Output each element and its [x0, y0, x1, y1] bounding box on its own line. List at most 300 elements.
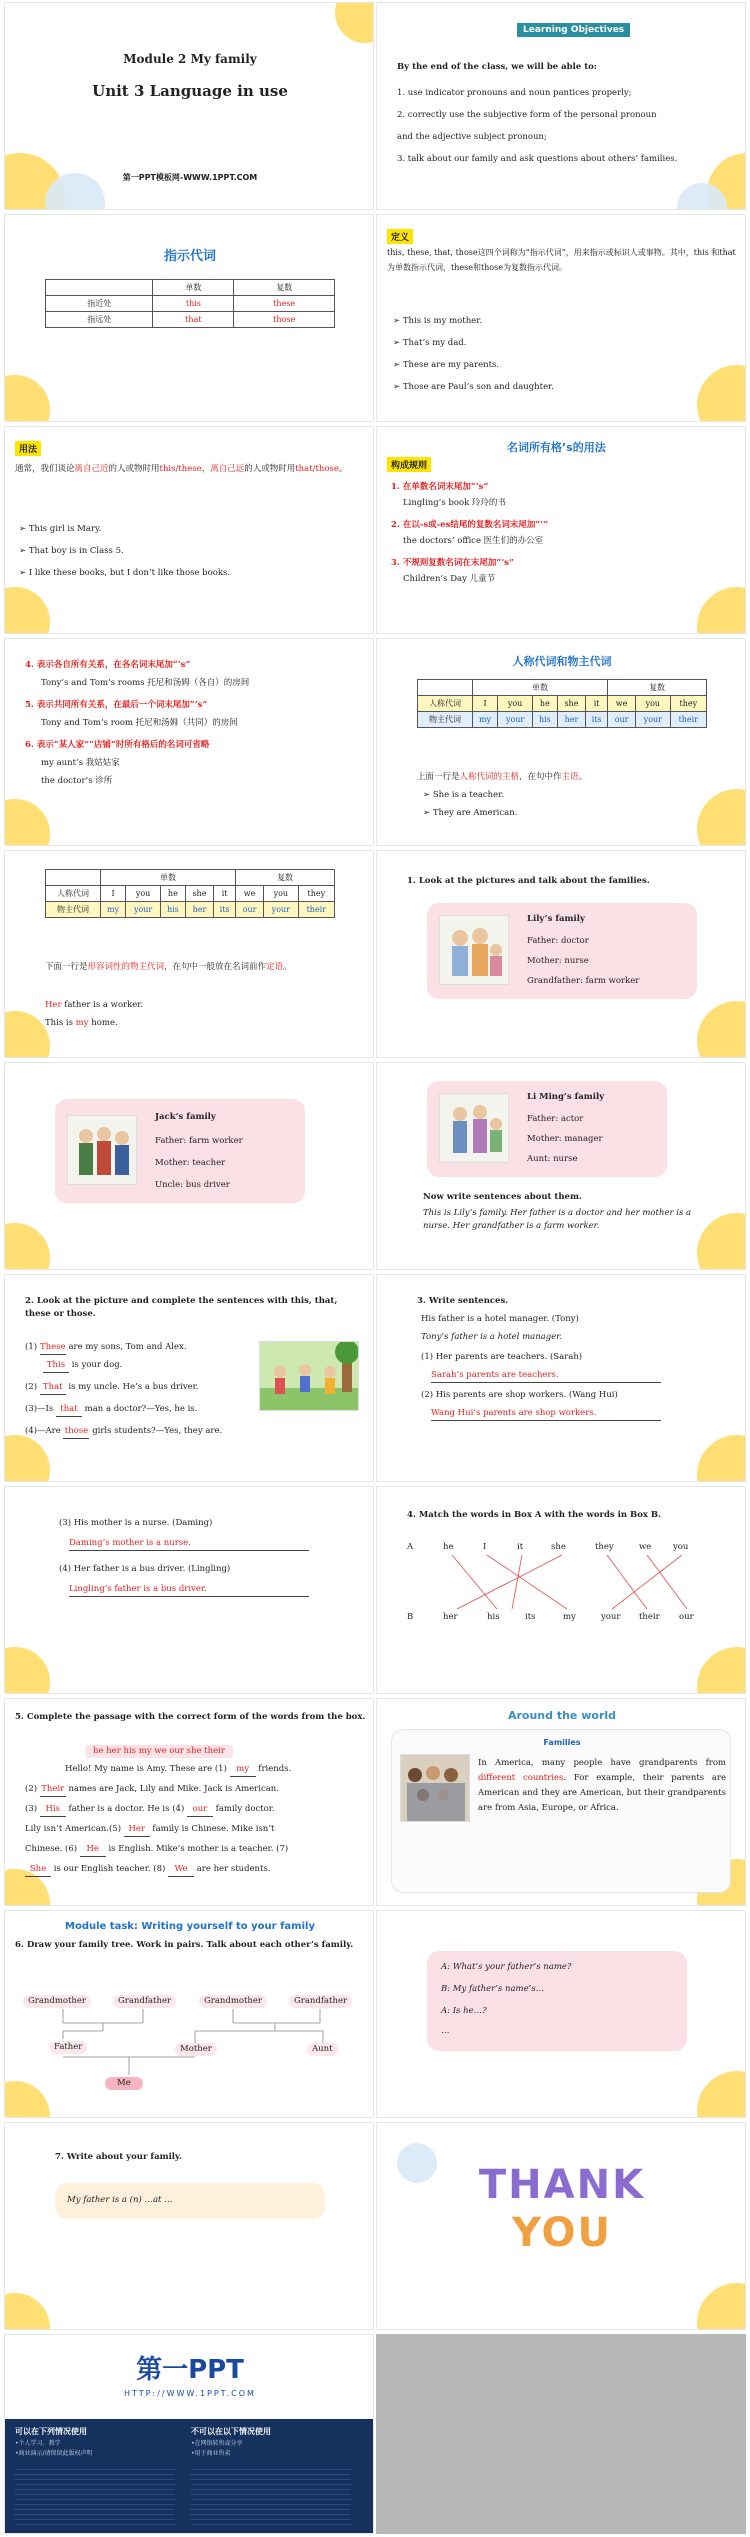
rule-2-example: the doctors’ office 医生们的办公室 — [403, 536, 544, 546]
text-run: (2) — [25, 1382, 38, 1392]
text-run: Her — [45, 1000, 62, 1010]
row-header: 物主代词 — [46, 902, 101, 918]
card-line: Aunt: nurse — [527, 1154, 578, 1164]
dialogue-line: A: Is he…? — [441, 2006, 487, 2016]
card-line: Mother: teacher — [155, 1158, 226, 1168]
text-run: family doctor. — [215, 1804, 275, 1814]
objective-item: 3. talk about our family and ask questions about others’ families. — [397, 154, 678, 164]
footer-note: •在网络转售或分享 — [191, 2440, 243, 2447]
slide-lily-family — [376, 850, 746, 1058]
text-run: . For example, their parents are American and they are American, but their grandparents are from Asia, Europe, or Africa. — [478, 1773, 726, 1813]
answer-blank[interactable]: We — [168, 1863, 194, 1877]
question: (1) Her parents are teachers. (Sarah) — [421, 1352, 583, 1362]
slide-write — [4, 2122, 374, 2330]
card-line: Father: farm worker — [155, 1136, 243, 1146]
pronouns-table — [45, 869, 335, 918]
decor-circle — [697, 1435, 746, 1482]
example-text: This girl is Mary. — [28, 524, 102, 534]
table-cell: 指近处 — [46, 296, 153, 312]
rule-6: 6. 表示“某人家”“店铺”时所有格后的名词可省略 — [25, 740, 210, 750]
exercise-title: 1. Look at the pictures and talk about the families. — [407, 876, 650, 886]
text-run: home. — [88, 1018, 118, 1028]
exercise-title: 3. Write sentences. — [417, 1296, 509, 1306]
example-item: ➢ That’s my dad. — [393, 338, 467, 348]
slide-thank-you — [376, 2122, 746, 2330]
table-cell — [46, 870, 101, 886]
box-b-word[interactable]: my — [563, 1612, 576, 1622]
pronouns-table — [417, 679, 707, 728]
rules-tag: 构成规则 — [387, 457, 431, 472]
slide-objectives — [376, 2, 746, 210]
slide-liming-family — [376, 1062, 746, 1270]
reading-card — [391, 1729, 731, 1893]
text-run: 。 — [283, 962, 292, 972]
tree-node: Grandfather — [289, 1995, 352, 2008]
tree-node: Mother — [175, 2043, 217, 2056]
slide-definition — [376, 214, 746, 422]
text-run: In America, many people have grandparents from — [478, 1758, 726, 1768]
example-sentence — [45, 1017, 118, 1030]
table-cell: its — [586, 712, 608, 728]
slide-pronouns-table — [376, 638, 746, 846]
text-run: Chinese. (6) — [25, 1844, 78, 1854]
footer-note: •个人学习、教学 — [15, 2440, 61, 2447]
family-illustration-icon — [440, 1094, 509, 1163]
box-b-word[interactable]: her — [443, 1612, 458, 1622]
table-cell: it — [214, 886, 236, 902]
table-cell: we — [608, 696, 636, 712]
family-card — [427, 903, 697, 999]
example-sentence — [45, 999, 143, 1012]
box-b-word[interactable]: his — [487, 1612, 500, 1622]
example-text: These are my parents. — [402, 360, 500, 370]
text-run: 定语 — [266, 962, 284, 972]
text-run: This is — [45, 1018, 76, 1028]
module-title: Module 2 My family — [123, 52, 257, 66]
sentence-4 — [25, 1425, 222, 1439]
table-cell: that — [153, 312, 234, 328]
rule-6-example: my aunt’s 我姑姑家 — [41, 758, 120, 768]
card-line: Mother: nurse — [527, 956, 589, 966]
passage-line: (2) Their names are Jack, Lily and Mike. Jack is American. — [25, 1783, 279, 1797]
family-card — [55, 1099, 305, 1203]
text-run: ， — [201, 464, 211, 474]
dialogue-line: A: What’s your father’s name? — [441, 1962, 572, 1972]
text-run: is our English teacher. (8) — [53, 1864, 166, 1874]
text-run: 通常，我们谈论 — [15, 464, 75, 474]
table-cell: their — [670, 712, 706, 728]
text-run: (1) — [25, 1342, 38, 1352]
rule-2: 2. 在以-s或-es结尾的复数名词末尾加“’” — [391, 520, 549, 530]
tree-node-me: Me — [105, 2077, 143, 2090]
answer-blank[interactable]: that — [56, 1403, 82, 1417]
table-header — [46, 280, 153, 296]
text-run: 人称代词的主格 — [459, 772, 520, 782]
text-run: different countries — [478, 1773, 564, 1783]
text-run: father is a doctor. He is (4) — [68, 1804, 185, 1814]
box-a-word[interactable]: you — [673, 1542, 689, 1552]
text-run: father is a worker. — [61, 1000, 144, 1010]
text-run: this/these — [159, 464, 202, 474]
decor-circle — [697, 2071, 746, 2118]
table-cell: you — [498, 696, 533, 712]
slide-heading: Module task: Writing yourself to your family — [65, 1921, 315, 1932]
box-a-word[interactable]: he — [443, 1542, 454, 1552]
matching-lines — [377, 1487, 746, 1694]
example-item: ➢ That boy is in Class 5. — [19, 546, 124, 556]
table-cell: my — [100, 902, 125, 918]
slide-exercise-5 — [4, 1698, 374, 1906]
slide-title — [4, 2, 374, 210]
card-title: Lily’s family — [527, 914, 585, 924]
rule-5: 5. 表示共同所有关系，在最后一个词末尾加“’s” — [25, 700, 208, 710]
card-line: Father: actor — [527, 1114, 584, 1124]
rule-5-example: Tony and Tom’s room 托尼和汤姆（共同）的房间 — [41, 718, 238, 728]
answer-blank[interactable]: She — [25, 1863, 51, 1877]
table-cell: his — [160, 902, 185, 918]
table-cell: our — [236, 902, 264, 918]
text-run: man a doctor?—Yes, he is. — [84, 1404, 198, 1414]
text-run: 。 — [338, 464, 348, 474]
table-cell: you — [636, 696, 671, 712]
sentence-2 — [25, 1381, 199, 1395]
footer-link-list — [191, 2465, 351, 2525]
example-item: ➢ They are American. — [423, 808, 518, 818]
decor-circle — [697, 789, 746, 846]
box-b-label: B — [407, 1612, 414, 1622]
exercise-title: 2. Look at the picture and complete the sentences with this, that, these or those. — [25, 1296, 338, 1319]
answer[interactable]: Sarah’s parents are teachers. — [431, 1369, 661, 1383]
card-line: Grandfather: farm worker — [527, 976, 640, 986]
text-run: names are Jack, Lily and Mike. Jack is American. — [68, 1784, 279, 1794]
table-cell — [418, 680, 473, 696]
example-text: That boy is in Class 5. — [28, 546, 124, 556]
text-run: Lily isn’t American.(5) — [25, 1824, 122, 1834]
answer-blank[interactable]: my — [230, 1763, 256, 1777]
text-run: 离自己远 — [210, 464, 245, 474]
table-cell: we — [236, 886, 264, 902]
decor-circle — [4, 1223, 50, 1270]
passage-line — [65, 1763, 291, 1777]
answer-blank[interactable]: Their — [40, 1783, 66, 1797]
slide-heading: 人称代词和物主代词 — [512, 655, 612, 668]
row-header: 物主代词 — [418, 712, 473, 728]
definition-tag: 定义 — [387, 229, 413, 244]
text-run: Hello! My name is Amy. These are (1) — [65, 1764, 227, 1774]
objective-item: and the adjective subject pronoun; — [397, 132, 547, 142]
example-text: That’s my dad. — [402, 338, 467, 348]
pronoun-note — [417, 771, 587, 784]
answer-blank[interactable]: He — [80, 1843, 106, 1857]
table-header: 单数 — [100, 870, 235, 886]
footer-note: •用于商业售卖 — [191, 2450, 231, 2457]
table-cell: this — [153, 296, 234, 312]
table-cell: my — [472, 712, 497, 728]
table-cell: our — [608, 712, 636, 728]
writing-box[interactable] — [55, 2183, 325, 2219]
decor-circle — [335, 2, 374, 43]
family-photo — [67, 1115, 137, 1185]
dialogue-line: B: My father’s name’s… — [441, 1984, 545, 1994]
decor-circle — [697, 587, 746, 634]
example-paragraph: This is Lily’s family. Her father is a doctor and her mother is a nurse. Her grandfather is a farm worker. — [423, 1208, 692, 1231]
slide-jack-family — [4, 1062, 374, 1270]
definition-text: this, these, that, those这四个词称为“指示代词”，用来指示或标识人或事物。其中，this 和that 为单数指示代词，these和those为复数指示代词。 — [387, 248, 736, 272]
passage-line — [25, 1823, 274, 1837]
empty-area — [376, 2334, 746, 2534]
table-cell: those — [234, 312, 335, 328]
decor-circle — [697, 1001, 746, 1058]
text-run: that/those — [295, 464, 339, 474]
family-photo — [400, 1754, 470, 1822]
text-run: 。 — [578, 772, 588, 782]
rule-3: 3. 不规则复数名词在末尾加“’s” — [391, 558, 514, 568]
slide-footer-brand — [4, 2334, 374, 2534]
table-cell: I — [472, 696, 497, 712]
box-a-word[interactable]: they — [595, 1542, 614, 1552]
text-run: 形容词性的物主代词 — [87, 962, 165, 972]
usage-text — [15, 461, 365, 477]
tree-node: Grandfather — [113, 1995, 176, 2008]
text-run: 主语 — [561, 772, 579, 782]
passage-line — [25, 1803, 275, 1817]
text-run: 离自己近 — [74, 464, 109, 474]
slide-around-world — [376, 1698, 746, 1906]
example-item: ➢ This girl is Mary. — [19, 524, 102, 534]
rule-1-example: Lingling’s book 玲玲的书 — [403, 498, 506, 508]
example-item: ➢ This is my mother. — [393, 316, 483, 326]
decor-circle — [697, 365, 746, 422]
pronoun-note — [45, 961, 335, 974]
answer[interactable]: Daming’s mother is a nurse. — [69, 1537, 309, 1551]
table-header: 复数 — [236, 870, 335, 886]
brand-url: HTTP://WWW.1PPT.COM — [124, 2389, 256, 2398]
example-text: They are American. — [432, 808, 518, 818]
dialogue-line: … — [441, 2026, 450, 2036]
dialogue-card — [427, 1951, 687, 2051]
writing-prompt: My father is a (n) …at … — [67, 2195, 173, 2205]
table-cell: she — [557, 696, 585, 712]
table-cell: you — [264, 886, 299, 902]
example-text: She is a teacher. — [432, 790, 505, 800]
footer-band — [5, 2419, 374, 2534]
you-text: YOU — [511, 2210, 613, 2256]
usage-tag: 用法 — [15, 441, 41, 456]
sentence-3 — [25, 1403, 197, 1417]
example-text: This is my mother. — [402, 316, 483, 326]
rule-3-example: Children’s Day 儿童节 — [403, 574, 496, 584]
table-cell: she — [185, 886, 213, 902]
exercise-title: 7. Write about your family. — [55, 2152, 182, 2162]
slide-family-tree — [4, 1910, 374, 2118]
example-item: ➢ These are my parents. — [393, 360, 500, 370]
slide-demonstratives-table — [4, 214, 374, 422]
tree-node: Father — [49, 2041, 87, 2054]
text-run: girls students?—Yes, they are. — [92, 1426, 223, 1436]
objective-item: 1. use indicator pronouns and noun pantices properly; — [397, 88, 632, 98]
slide-exercise-3b — [4, 1486, 374, 1694]
table-cell: her — [185, 902, 213, 918]
decor-circle — [4, 799, 50, 846]
question: (2) His parents are shop workers. (Wang Hui) — [421, 1390, 618, 1400]
card-line: Uncle: bus driver — [155, 1180, 230, 1190]
family-tree-lines — [5, 1911, 374, 2118]
table-header: 复数 — [608, 680, 707, 696]
answer-blank[interactable]: That — [40, 1381, 66, 1395]
answer[interactable]: Wang Hui’s parents are shop workers. — [431, 1407, 661, 1421]
text-run: (3) — [25, 1804, 38, 1814]
objective-item: 2. correctly use the subjective form of the personal pronoun — [397, 110, 657, 120]
family-photo — [439, 1093, 509, 1163]
table-cell: her — [557, 712, 585, 728]
table-cell: your — [126, 902, 161, 918]
answer-blank[interactable]: our — [187, 1803, 213, 1817]
slide-exercise-3 — [376, 1274, 746, 1482]
table-cell: he — [160, 886, 185, 902]
children-illustration-icon — [260, 1342, 359, 1411]
word-box: he her his my we our she their — [85, 1745, 233, 1758]
card-line: Father: doctor — [527, 936, 589, 946]
text-run: is my uncle. He’s a bus driver. — [68, 1382, 199, 1392]
table-cell: he — [532, 696, 557, 712]
box-a-word[interactable]: it — [517, 1542, 524, 1552]
box-a-word[interactable]: I — [483, 1542, 487, 1552]
unit-title: Unit 3 Language in use — [92, 82, 288, 100]
slide-usage — [4, 426, 374, 634]
text-run: (3)—Is — [25, 1404, 54, 1414]
slide-pronouns-table-2 — [4, 850, 374, 1058]
example-item: ➢ I like these books, but I don’t like those books. — [19, 568, 231, 578]
text-run: 的人或物时用 — [244, 464, 296, 474]
footer-col-title: 可以在下列情况使用 — [15, 2427, 87, 2436]
box-b-word[interactable]: their — [639, 1612, 660, 1622]
question: (4) Her father is a bus driver. (Lingling) — [59, 1564, 231, 1574]
question: His father is a hotel manager. (Tony) — [421, 1314, 579, 1324]
row-header: 人称代词 — [46, 886, 101, 902]
table-cell: your — [264, 902, 299, 918]
box-a-label: A — [407, 1542, 414, 1552]
slide-possessive-rules-2 — [4, 638, 374, 846]
text-run: 下面一行是 — [45, 962, 88, 972]
answer-blank[interactable]: This — [43, 1359, 69, 1373]
rule-6-example: the doctor’s 诊所 — [41, 776, 113, 786]
table-cell: his — [532, 712, 557, 728]
table-cell: their — [298, 902, 334, 918]
box-a-word[interactable]: she — [551, 1542, 566, 1552]
exercise-title: 6. Draw your family tree. Work in pairs. Talk about each other’s family. — [15, 1940, 354, 1950]
answer-blank[interactable]: Her — [124, 1823, 150, 1837]
decor-circle — [4, 1647, 50, 1694]
decor-circle — [4, 587, 50, 634]
text-run: 上面一行是 — [417, 772, 460, 782]
sentence-1b — [43, 1359, 122, 1373]
decor-circle — [697, 1213, 746, 1270]
example-text: Those are Paul’s son and daughter. — [402, 382, 554, 392]
tree-node: Grandmother — [23, 1995, 91, 2008]
answer-blank[interactable]: His — [40, 1803, 66, 1817]
text-run: family is Chinese. Mike isn’t — [152, 1824, 275, 1834]
table-cell: your — [636, 712, 671, 728]
table-cell: they — [670, 696, 706, 712]
footer-link-list — [15, 2465, 175, 2525]
text-run: is your dog. — [71, 1360, 123, 1370]
passage-line — [25, 1863, 271, 1877]
slide-dialogue — [376, 1910, 746, 2118]
table-cell: your — [498, 712, 533, 728]
card-title: Li Ming’s family — [527, 1092, 605, 1102]
decor-circle — [4, 2293, 50, 2330]
table-header: 复数 — [234, 280, 335, 296]
passage-line — [25, 1843, 288, 1857]
answer[interactable]: Lingling’s father is a bus driver. — [69, 1583, 309, 1597]
objectives-tag: Learning Objectives — [517, 23, 630, 37]
sentence-1 — [25, 1341, 187, 1355]
footer-note: •商业演示/请保留此版权声明 — [15, 2450, 93, 2457]
box-b-word[interactable]: your — [601, 1612, 621, 1622]
table-cell: it — [586, 696, 608, 712]
table-cell: these — [234, 296, 335, 312]
objectives-intro: By the end of the class, we will be able to: — [397, 62, 597, 72]
row-header: 人称代词 — [418, 696, 473, 712]
family-card — [427, 1081, 667, 1177]
example-answer: Tony’s father is a hotel manager. — [421, 1332, 563, 1342]
instruction: Now write sentences about them. — [423, 1192, 582, 1202]
card-subtitle: Families — [543, 1738, 581, 1747]
box-a-word[interactable]: we — [639, 1542, 652, 1552]
footer-col-title: 不可以在以下情况使用 — [191, 2427, 271, 2436]
table-cell: I — [100, 886, 125, 902]
slide-heading: 指示代词 — [163, 249, 216, 264]
box-b-word[interactable]: its — [525, 1612, 536, 1622]
decor-circle — [4, 1435, 50, 1482]
demonstratives-table — [45, 279, 335, 328]
thank-text: THANK — [478, 2162, 646, 2208]
family-illustration-icon — [68, 1116, 137, 1185]
table-cell: you — [126, 886, 161, 902]
exercise-title: 4. Match the words in Box A with the words in Box B. — [407, 1510, 662, 1520]
text-run: my — [75, 1018, 89, 1028]
question: (3) His mother is a nurse. (Daming) — [59, 1518, 213, 1528]
table-cell: 指远处 — [46, 312, 153, 328]
family-illustration-icon — [440, 916, 509, 985]
decor-circle — [4, 375, 50, 422]
slide-possessive-rules — [376, 426, 746, 634]
example-item: ➢ She is a teacher. — [423, 790, 505, 800]
card-title: Jack’s family — [155, 1112, 216, 1122]
text-run: friends. — [258, 1764, 292, 1774]
text-run: is English. Mike’s mother is a teacher. (7) — [108, 1844, 289, 1854]
rule-4: 4. 表示各自所有关系，在各名词末尾加“’s” — [25, 660, 191, 670]
text-run: are her students. — [196, 1864, 271, 1874]
text-run: ，在句中作 — [519, 772, 562, 782]
playground-photo — [259, 1341, 359, 1411]
answer-blank[interactable]: those — [63, 1425, 89, 1439]
slide-exercise-2 — [4, 1274, 374, 1482]
box-b-word[interactable]: our — [679, 1612, 694, 1622]
reading-paragraph — [478, 1756, 726, 1816]
card-line: Mother: manager — [527, 1134, 603, 1144]
tree-node: Grandmother — [199, 1995, 267, 2008]
tree-node: Aunt — [307, 2043, 338, 2056]
text-run: are my sons, Tom and Alex. — [68, 1342, 187, 1352]
example-item: ➢ Those are Paul’s son and daughter. — [393, 382, 554, 392]
site-label: 第一PPT模板网-WWW.1PPT.COM — [122, 173, 258, 182]
answer-blank[interactable]: These — [40, 1341, 66, 1355]
rule-1: 1. 在单数名词末尾加“’s” — [391, 482, 489, 492]
family-photo — [439, 915, 509, 985]
rule-4-example: Tony’s and Tom’s rooms 托尼和汤姆（各自）的房间 — [41, 678, 250, 688]
exercise-title: 5. Complete the passage with the correct form of the words from the box. — [15, 1712, 366, 1722]
